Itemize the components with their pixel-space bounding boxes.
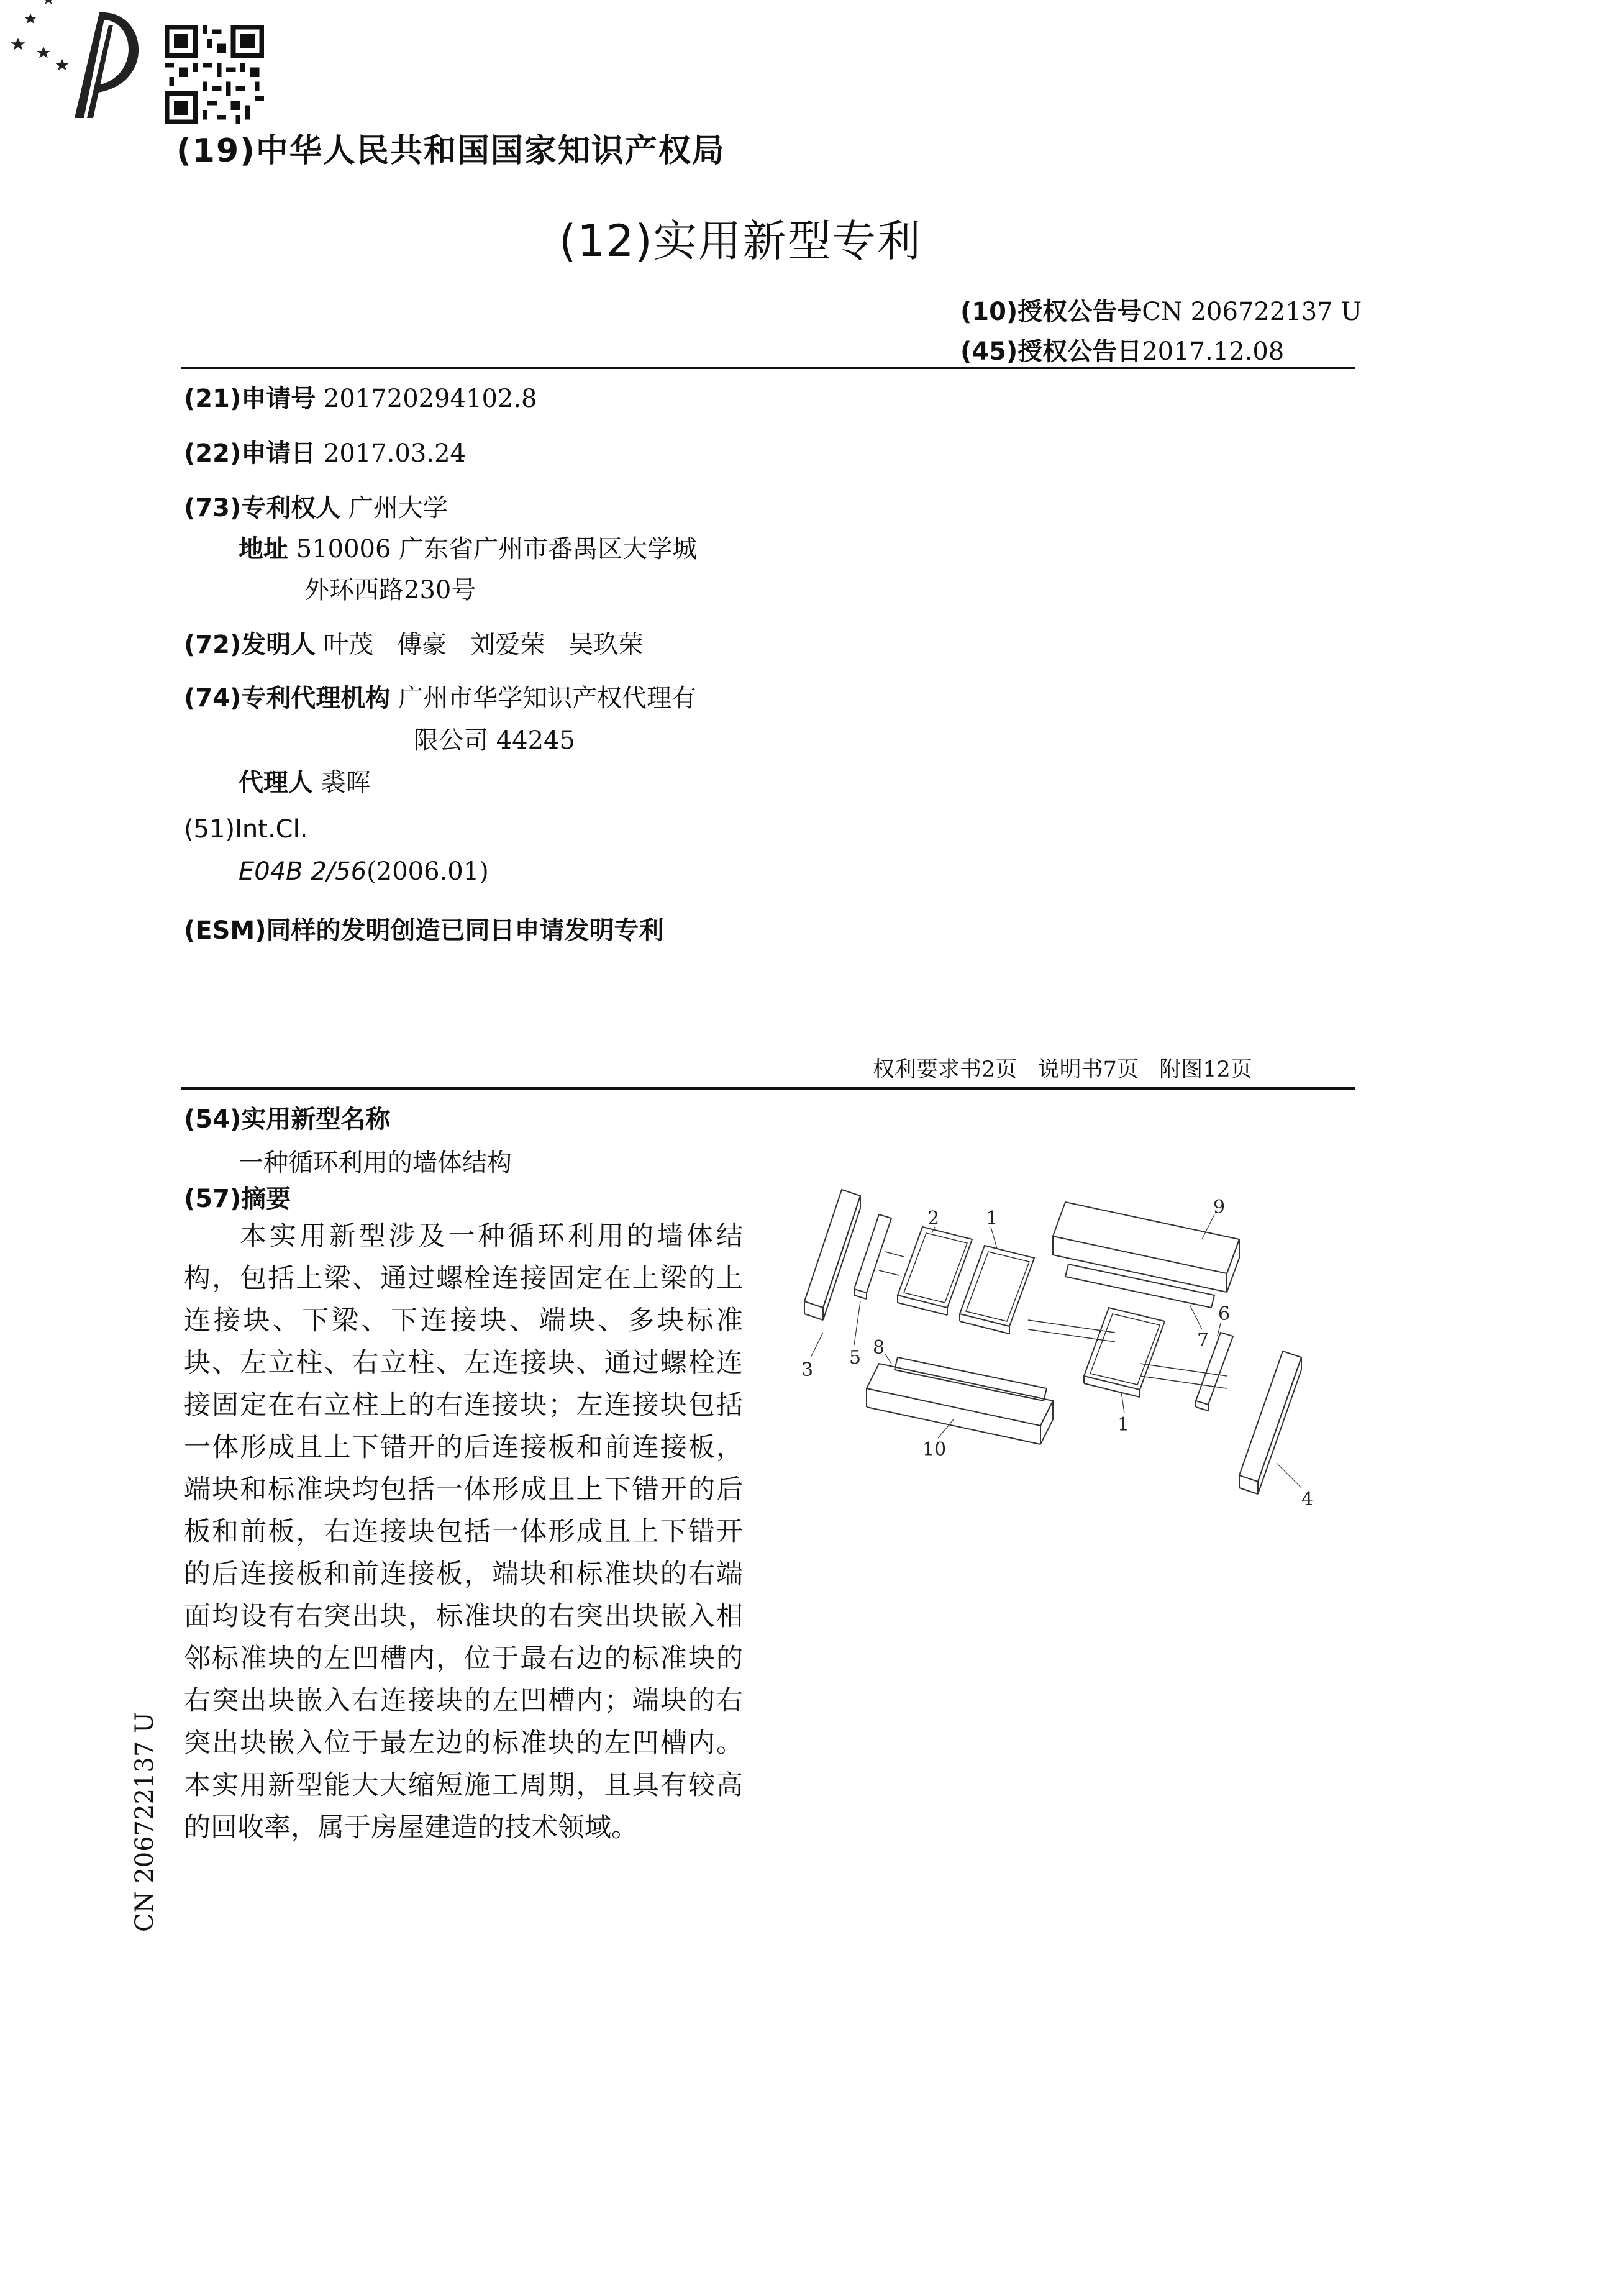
publication-date-label: (45)授权公告日 — [960, 337, 1142, 366]
inventors — [184, 625, 643, 660]
figure-label-3: 3 — [801, 1359, 814, 1381]
intcl-code: E04B 2/56 — [239, 857, 367, 886]
figure-label-7: 7 — [1197, 1329, 1209, 1351]
right-column-part — [1239, 1351, 1301, 1494]
agent — [239, 763, 371, 798]
header-divider — [181, 367, 1355, 369]
bolts-part — [879, 1252, 1227, 1388]
application-date-value: 2017.03.24 — [323, 439, 466, 468]
esm-note: (ESM)同样的发明创造已同日申请发明专利 — [184, 916, 664, 945]
address-line-2: 外环西路230号 — [304, 576, 476, 604]
upper-connector-part — [1065, 1264, 1214, 1308]
abstract-label: (57)摘要 — [184, 1185, 291, 1213]
figure-label-8: 8 — [873, 1337, 885, 1359]
patentee-value: 广州大学 — [348, 494, 448, 522]
publication-date-value: 2017.12.08 — [1142, 337, 1285, 366]
side-publication-number: CN 206722137 U — [130, 1712, 159, 1932]
address-line-1: 510006 广东省广州市番禺区大学城 — [296, 535, 698, 563]
left-connector-part — [854, 1214, 891, 1299]
agent-value: 裘晖 — [321, 768, 371, 797]
application-number — [184, 379, 537, 414]
agent-label: 代理人 — [239, 768, 313, 797]
end-block-part — [898, 1227, 972, 1315]
standard-block-lower-part — [1084, 1308, 1165, 1397]
utility-model-title: 一种循环利用的墙体结构 — [239, 1149, 512, 1177]
document-type: (12)实用新型专利 — [559, 216, 922, 266]
intcl-label: (51)Int.Cl. — [184, 815, 308, 844]
standard-block-upper-part — [960, 1246, 1034, 1334]
patent-agency — [184, 678, 696, 714]
application-number-value: 201720294102.8 — [323, 385, 537, 413]
figure-label-4: 4 — [1301, 1488, 1314, 1510]
application-number-label: (21)申请号 — [184, 385, 316, 413]
inventors-label: (72)发明人 — [184, 631, 316, 659]
abstract-drawing — [792, 1177, 1382, 1525]
figure-label-2: 2 — [927, 1208, 940, 1229]
figure-label-5: 5 — [849, 1347, 862, 1369]
patent-agency-label: (74)专利代理机构 — [184, 684, 391, 713]
section-divider — [181, 1087, 1355, 1090]
patentee-label: (73)专利权人 — [184, 494, 341, 522]
figure-label-6: 6 — [1218, 1303, 1231, 1325]
figure-label-1-lower: 1 — [1118, 1414, 1130, 1436]
publication-number — [960, 292, 1362, 327]
publication-number-label: (10)授权公告号 — [960, 298, 1142, 326]
publication-number-value: CN 206722137 U — [1142, 298, 1362, 326]
intcl-version: (2006.01) — [366, 857, 489, 886]
application-date-label: (22)申请日 — [184, 439, 316, 468]
figure-label-1-upper: 1 — [986, 1208, 998, 1229]
cnipa-logo — [0, 0, 162, 124]
patent-agency-line-1: 广州市华学知识产权代理有 — [398, 684, 696, 713]
abstract-text: 本实用新型涉及一种循环利用的墙体结构，包括上梁、通过螺栓连接固定在上梁的上连接块、下梁、下连接块、端块、多块标准块、左立柱、右立柱、左连接块、通过螺栓连接固定在右立柱上的右连接块；左连接块包括一体形成且上下错开的后连接板和前连接板，端块和标准块均包括一体形成且上下错开的后板和前板，右连接块包括一体形成且上下错开的后连接板和前连接板，端块和标准块的右端面均设有右突出块，标准块的右突出块嵌入相邻标准块的左凹槽内，位于最右边的标准块的右突出块嵌入右连接块的左凹槽内；端块的右突出块嵌入位于最左边的标准块的左凹槽内。本实用新型能大大缩短施工周期，且具有较高的回收率，属于房屋建造的技术领域。 — [184, 1221, 743, 1843]
qr-code-icon — [165, 25, 264, 124]
left-column-part — [804, 1190, 860, 1320]
figure-label-10: 10 — [922, 1439, 947, 1460]
title-label: (54)实用新型名称 — [184, 1105, 391, 1134]
figure-label-9: 9 — [1213, 1196, 1226, 1218]
patent-agency-line-2: 限公司 44245 — [414, 726, 575, 755]
bottom-beam-part — [867, 1364, 1053, 1444]
page-counts: 权利要求书2页 说明书7页 附图12页 — [873, 1057, 1252, 1082]
inventors-value: 叶茂 傅豪 刘爱荣 吴玖荣 — [323, 631, 644, 659]
address — [239, 529, 697, 565]
intcl-classification — [239, 857, 489, 886]
application-date — [184, 434, 466, 469]
issuing-office: (19)中华人民共和国国家知识产权局 — [176, 132, 726, 170]
top-beam-part — [1053, 1202, 1239, 1292]
address-label: 地址 — [239, 535, 288, 563]
patentee — [184, 488, 448, 524]
publication-date — [960, 332, 1284, 367]
